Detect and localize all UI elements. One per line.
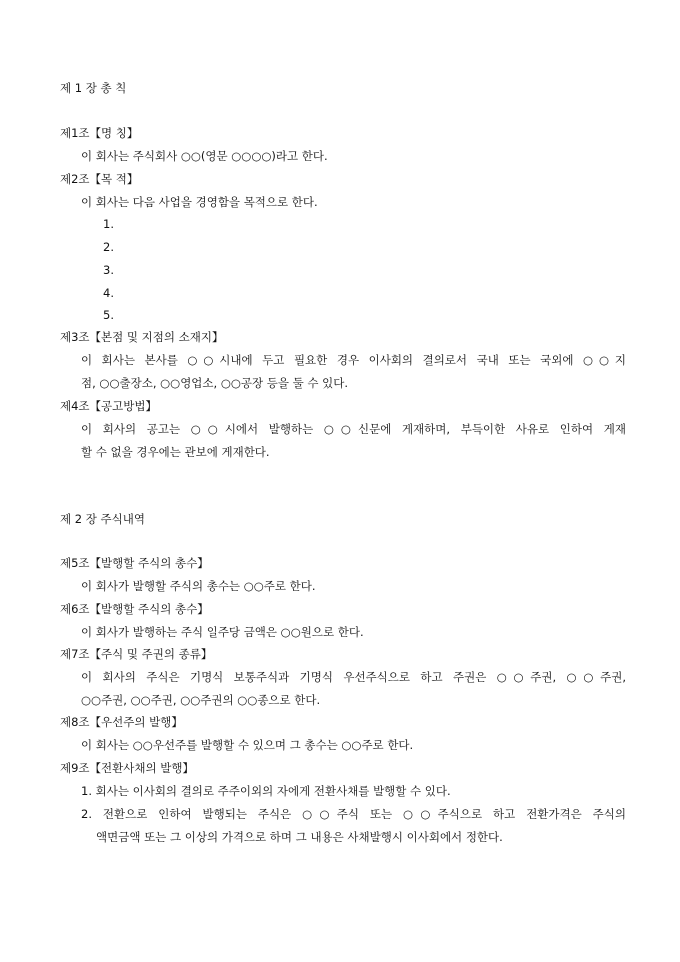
article-8-heading: 제8조【우선주의 발행】 <box>60 715 183 729</box>
article-2-item-5: 5. <box>103 308 114 322</box>
article-2-heading: 제2조【목 적】 <box>60 172 139 186</box>
article-8-text: 이 회사는 ○○우선주를 발행할 수 있으며 그 총수는 ○○주로 한다. <box>81 738 414 752</box>
article-9-item-2-line-1: 2. 전환으로 인하여 발행되는 주식은 ○○주식 또는 ○○주식으로 하고 전환가격은 주식의 <box>81 807 626 821</box>
article-2-item-4: 4. <box>103 286 114 300</box>
article-7-text-line-2: ○○주권, ○○주권, ○○주권의 ○○종으로 한다. <box>81 693 321 707</box>
article-1-text: 이 회사는 주식회사 ○○(영문 ○○○○)라고 한다. <box>81 149 328 163</box>
article-2-item-2: 2. <box>103 240 114 254</box>
article-4-heading: 제4조【공고방법】 <box>60 399 157 413</box>
article-6-text: 이 회사가 발행하는 주식 일주당 금액은 ○○원으로 한다. <box>81 625 364 639</box>
article-9-item-2-line-2: 액면금액 또는 그 이상의 가격으로 하며 그 내용은 사채발행시 이사회에서 정한다. <box>96 830 503 844</box>
chapter-2-title: 제 2 장 주식내역 <box>60 512 145 526</box>
article-3-text-line-1: 이 회사는 본사를 ○○시내에 두고 필요한 경우 이사회의 결의로서 국내 또는 국외에 ○○지 <box>81 353 626 367</box>
article-2-item-1: 1. <box>103 217 114 231</box>
article-1-heading: 제1조【명 칭】 <box>60 126 139 140</box>
article-6-heading: 제6조【발행할 주식의 총수】 <box>60 602 209 616</box>
article-5-text: 이 회사가 발행할 주식의 총수는 ○○주로 한다. <box>81 579 316 593</box>
article-3-text-line-2: 점, ○○출장소, ○○영업소, ○○공장 등을 둘 수 있다. <box>81 376 349 390</box>
chapter-1-title: 제 1 장 총 칙 <box>60 81 127 95</box>
article-7-text-line-1: 이 회사의 주식은 기명식 보통주식과 기명식 우선주식으로 하고 주권은 ○○주권, ○○주권, <box>81 670 626 684</box>
article-2-text: 이 회사는 다음 사업을 경영함을 목적으로 한다. <box>81 195 318 209</box>
article-7-heading: 제7조【주식 및 주권의 종류】 <box>60 647 213 661</box>
article-9-item-1: 1. 회사는 이사회의 결의로 주주이외의 자에게 전환사채를 발행할 수 있다. <box>81 784 451 798</box>
article-4-text-line-2: 할 수 없을 경우에는 관보에 게재한다. <box>81 445 270 459</box>
article-3-heading: 제3조【본점 및 지점의 소재지】 <box>60 330 224 344</box>
article-5-heading: 제5조【발행할 주식의 총수】 <box>60 556 209 570</box>
article-9-heading: 제9조【전환사채의 발행】 <box>60 761 194 775</box>
article-2-item-3: 3. <box>103 263 114 277</box>
article-4-text-line-1: 이 회사의 공고는 ○○시에서 발행하는 ○○신문에 게재하며, 부득이한 사유로 인하여 게재 <box>81 422 626 436</box>
